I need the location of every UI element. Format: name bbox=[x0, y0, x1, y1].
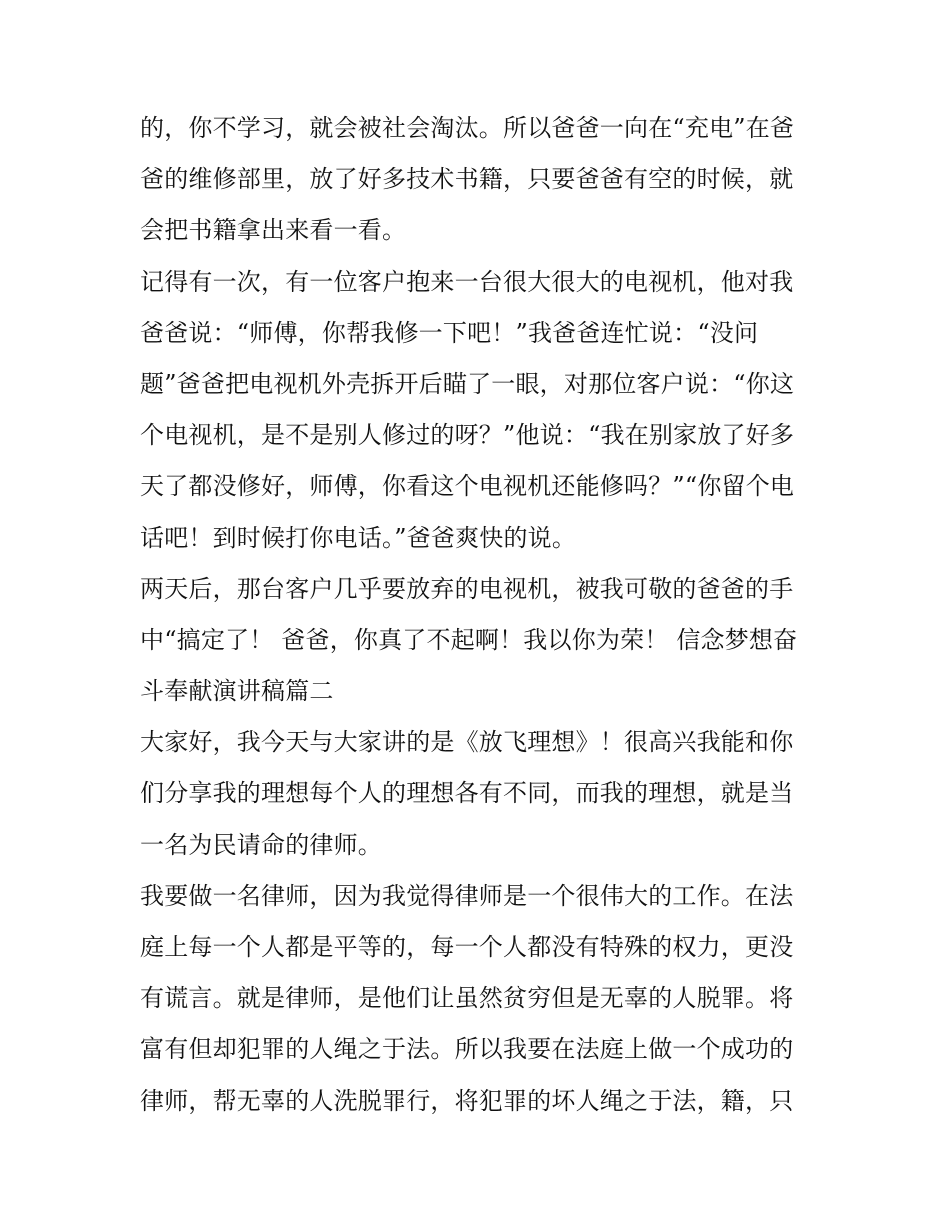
text-line: 中“搞定了！ 爸爸，你真了不起啊！我以你为荣！ 信念梦想奋 bbox=[140, 625, 798, 654]
text-line: 的，你不学习，就会被社会淘汰。所以爸爸一向在“充电”在爸 bbox=[140, 114, 795, 142]
text-line: 话吧！到时候打你电话。”爸爸爽快的说。 bbox=[140, 523, 577, 552]
text-line: 我要做一名律师，因为我觉得律师是一个很伟大的工作。在法 bbox=[140, 881, 794, 910]
text-line: 庭上每一个人都是平等的，每一个人都没有特殊的权力，更没 bbox=[140, 933, 794, 961]
text-line: 天了都没修好，师傅，你看这个电视机还能修吗？”“你留个电 bbox=[140, 472, 795, 501]
text-line: 会把书籍拿出来看一看。 bbox=[140, 216, 407, 245]
text-line: 爸的维修部里，放了好多技术书籍，只要爸爸有空的时候，就 bbox=[140, 165, 794, 194]
text-line: 题”爸爸把电视机外壳拆开后瞄了一眼，对那位客户说：“你这 bbox=[140, 369, 795, 398]
text-line: 律师，帮无辜的人洗脱罪行，将犯罪的坏人绳之于法，籍，只 bbox=[140, 1086, 794, 1115]
text-line: 记得有一次，有一位客户抱来一台很大很大的电视机，他对我 bbox=[140, 267, 794, 296]
text-line: 两天后，那台客户几乎要放弃的电视机，被我可敬的爸爸的手 bbox=[140, 574, 794, 603]
text-line: 有谎言。就是律师，是他们让虽然贫穷但是无辜的人脱罪。将 bbox=[140, 984, 794, 1013]
text-line: 斗奉献演讲稿篇二 bbox=[140, 677, 334, 706]
text-line: 一名为民请命的律师。 bbox=[140, 830, 382, 859]
text-line: 富有但却犯罪的人绳之于法。所以我要在法庭上做一个成功的 bbox=[140, 1035, 794, 1064]
text-line: 们分享我的理想每个人的理想各有不同，而我的理想，就是当 bbox=[140, 779, 794, 808]
text-line: 大家好，我今天与大家讲的是《放飞理想》！很高兴我能和你 bbox=[140, 728, 794, 757]
text-line: 爸爸说：“师傅，你帮我修一下吧！”我爸爸连忙说：“没问 bbox=[140, 318, 759, 347]
document-page bbox=[140, 103, 820, 1127]
text-line: 个电视机，是不是别人修过的呀？”他说：“我在别家放了好多 bbox=[140, 421, 795, 450]
